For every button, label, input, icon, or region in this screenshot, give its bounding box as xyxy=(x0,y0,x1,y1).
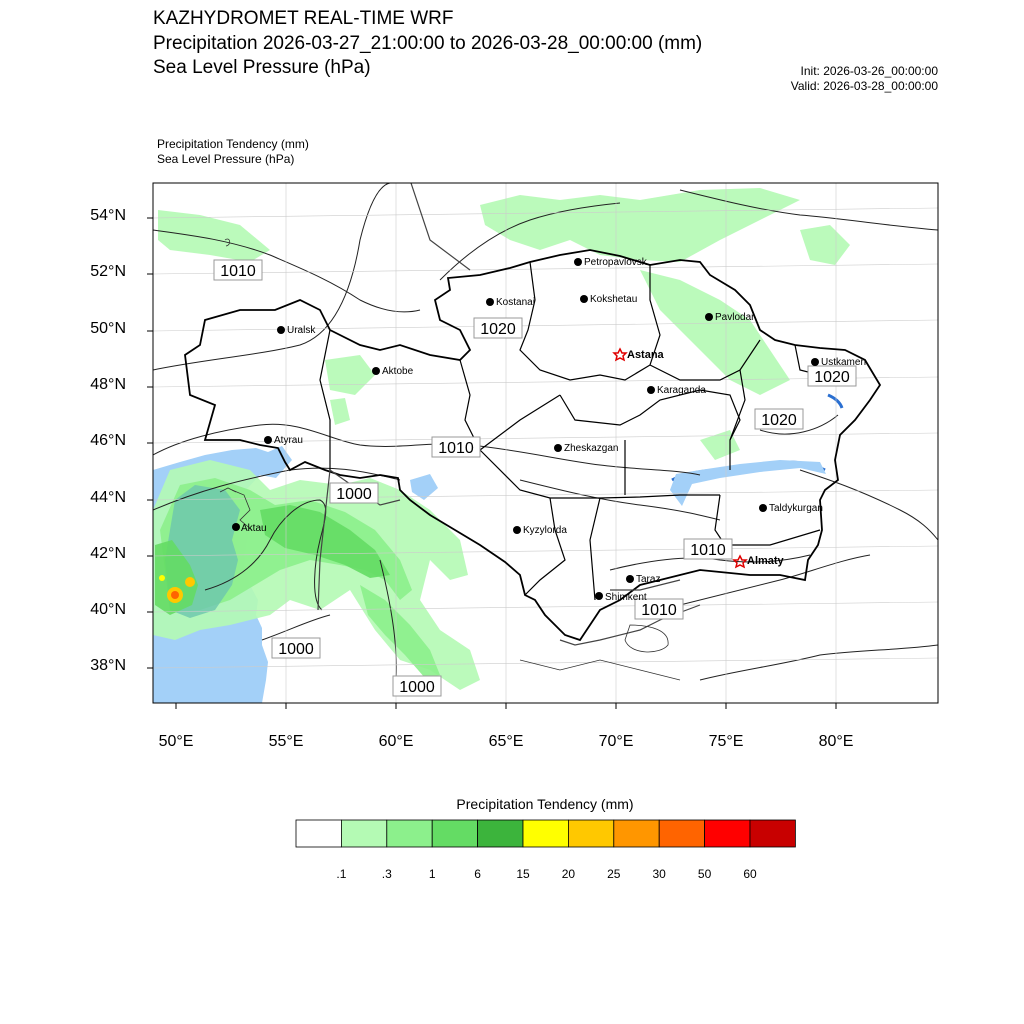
precip-northeast xyxy=(640,270,790,395)
precip-ne-corner xyxy=(800,225,850,265)
svg-text:Aktobe: Aktobe xyxy=(382,366,414,377)
city-kostanai xyxy=(486,297,535,308)
colorbar-tick-label: 1 xyxy=(428,867,436,881)
svg-text:Almaty: Almaty xyxy=(747,555,784,567)
city-astana xyxy=(614,349,665,361)
svg-text:Karaganda: Karaganda xyxy=(657,385,706,396)
lon-tick-label: 70°E xyxy=(598,733,634,750)
svg-text:1000: 1000 xyxy=(399,679,435,696)
precip-central xyxy=(325,355,375,395)
colorbar-tick-label: 50 xyxy=(697,867,712,881)
colorbar-tick-label: 25 xyxy=(607,867,621,881)
lat-tick-label: 54°N xyxy=(90,207,126,224)
colorbar-title: Precipitation Tendency (mm) xyxy=(456,796,634,812)
svg-text:Taraz: Taraz xyxy=(636,574,661,585)
svg-text:1000: 1000 xyxy=(278,641,314,658)
svg-text:Astana: Astana xyxy=(627,349,664,361)
svg-text:Taldykurgan: Taldykurgan xyxy=(769,503,823,514)
city-shimkent xyxy=(595,592,647,603)
isobar-label xyxy=(432,437,480,457)
svg-text:1010: 1010 xyxy=(641,602,677,619)
isobar-label xyxy=(755,409,803,429)
svg-text:1020: 1020 xyxy=(761,412,797,429)
colorbar-swatch xyxy=(523,820,568,847)
precip-spot-yellow-2 xyxy=(185,577,195,587)
colorbar-swatch xyxy=(341,820,386,847)
colorbar-tick-label: 15 xyxy=(516,867,530,881)
colorbar-tick-label: 30 xyxy=(652,867,666,881)
colorbar-tick-label: 20 xyxy=(561,867,576,881)
city-kokshetau xyxy=(580,294,637,305)
city-karaganda xyxy=(647,385,706,396)
colorbar-tick-label: .1 xyxy=(336,867,347,881)
svg-text:Uralsk: Uralsk xyxy=(287,325,316,336)
colorbar-swatch xyxy=(705,820,750,847)
colorbar-swatch xyxy=(387,820,432,847)
city-aktobe xyxy=(372,366,414,377)
city-uralsk xyxy=(277,325,316,336)
isobar-label xyxy=(474,318,522,338)
lon-tick-label: 80°E xyxy=(818,733,854,750)
colorbar-swatch xyxy=(478,820,523,847)
svg-text:Shimkent: Shimkent xyxy=(605,592,647,603)
svg-text:Ustkamen: Ustkamen xyxy=(821,357,867,368)
svg-text:1020: 1020 xyxy=(814,369,850,386)
precip-central-2 xyxy=(330,398,350,425)
isobar-label xyxy=(330,483,378,503)
lat-tick-label: 50°N xyxy=(90,320,126,337)
isobar-label xyxy=(808,366,856,386)
precip-spot-yellow xyxy=(159,575,165,581)
lon-tick-label: 65°E xyxy=(488,733,524,750)
city-zheskazgan xyxy=(554,443,618,454)
city-almaty xyxy=(734,555,785,567)
colorbar-swatch xyxy=(432,820,477,847)
isobar-label xyxy=(272,638,320,658)
svg-text:Aktau: Aktau xyxy=(241,523,267,534)
city-atyrau xyxy=(264,435,303,446)
precip-north xyxy=(480,188,800,262)
svg-text:Atyrau: Atyrau xyxy=(274,435,303,446)
precip-max-orange xyxy=(171,591,179,599)
slp-title: Sea Level Pressure (hPa) xyxy=(153,57,371,78)
precip-balkhash-n xyxy=(700,430,740,460)
colorbar-swatch xyxy=(659,820,704,847)
svg-text:1010: 1010 xyxy=(690,542,726,559)
svg-text:1020: 1020 xyxy=(480,321,516,338)
lat-tick-label: 46°N xyxy=(90,432,126,449)
panel-label-slp: Sea Level Pressure (hPa) xyxy=(157,152,295,166)
svg-text:Kokshetau: Kokshetau xyxy=(590,294,638,305)
lon-tick-label: 60°E xyxy=(378,733,414,750)
valid-time: Valid: 2026-03-28_00:00:00 xyxy=(790,79,938,93)
colorbar-swatch xyxy=(296,820,341,847)
isobar-label xyxy=(684,539,732,559)
colorbar-tick-label: 6 xyxy=(474,867,481,881)
isobar-label xyxy=(393,676,441,696)
svg-text:Zheskazgan: Zheskazgan xyxy=(564,443,619,454)
lat-tick-label: 42°N xyxy=(90,545,126,562)
lon-tick-label: 75°E xyxy=(708,733,744,750)
lat-tick-label: 40°N xyxy=(90,601,126,618)
lon-tick-label: 50°E xyxy=(158,733,194,750)
lake-zaysan xyxy=(828,395,842,408)
isobar-label xyxy=(214,260,262,280)
map-title: KAZHYDROMET REAL-TIME WRF xyxy=(153,8,454,29)
init-time: Init: 2026-03-26_00:00:00 xyxy=(800,64,938,78)
svg-text:Petropavlovsk: Petropavlovsk xyxy=(584,257,647,268)
svg-text:1010: 1010 xyxy=(438,440,474,457)
precip-period-title: Precipitation 2026-03-27_21:00:00 to 2026-03-28_00:00:00 (mm) xyxy=(153,33,703,54)
colorbar-swatch xyxy=(568,820,613,847)
lat-tick-label: 48°N xyxy=(90,376,126,393)
colorbar-swatch xyxy=(750,820,795,847)
city-kyzylorda xyxy=(513,525,567,536)
lake-balkhash-shading xyxy=(670,460,826,506)
svg-text:Pavlodar: Pavlodar xyxy=(715,312,755,323)
panel-label-precip: Precipitation Tendency (mm) xyxy=(157,137,309,151)
colorbar xyxy=(296,820,795,847)
city-taldykurgan xyxy=(759,503,823,514)
city-taraz xyxy=(626,574,660,585)
aral-sea xyxy=(410,474,438,500)
svg-text:1000: 1000 xyxy=(336,486,372,503)
colorbar-tick-label: .3 xyxy=(381,867,392,881)
colorbar-swatch xyxy=(614,820,659,847)
city-petropavlovsk xyxy=(574,257,648,268)
svg-text:1010: 1010 xyxy=(220,263,256,280)
colorbar-tick-label: 60 xyxy=(743,867,757,881)
lat-tick-label: 52°N xyxy=(90,263,126,280)
lat-tick-label: 44°N xyxy=(90,489,126,506)
lat-tick-label: 38°N xyxy=(90,657,126,674)
lon-tick-label: 55°E xyxy=(268,733,304,750)
svg-text:Kyzylorda: Kyzylorda xyxy=(523,525,567,536)
svg-text:Kostanai: Kostanai xyxy=(496,297,535,308)
